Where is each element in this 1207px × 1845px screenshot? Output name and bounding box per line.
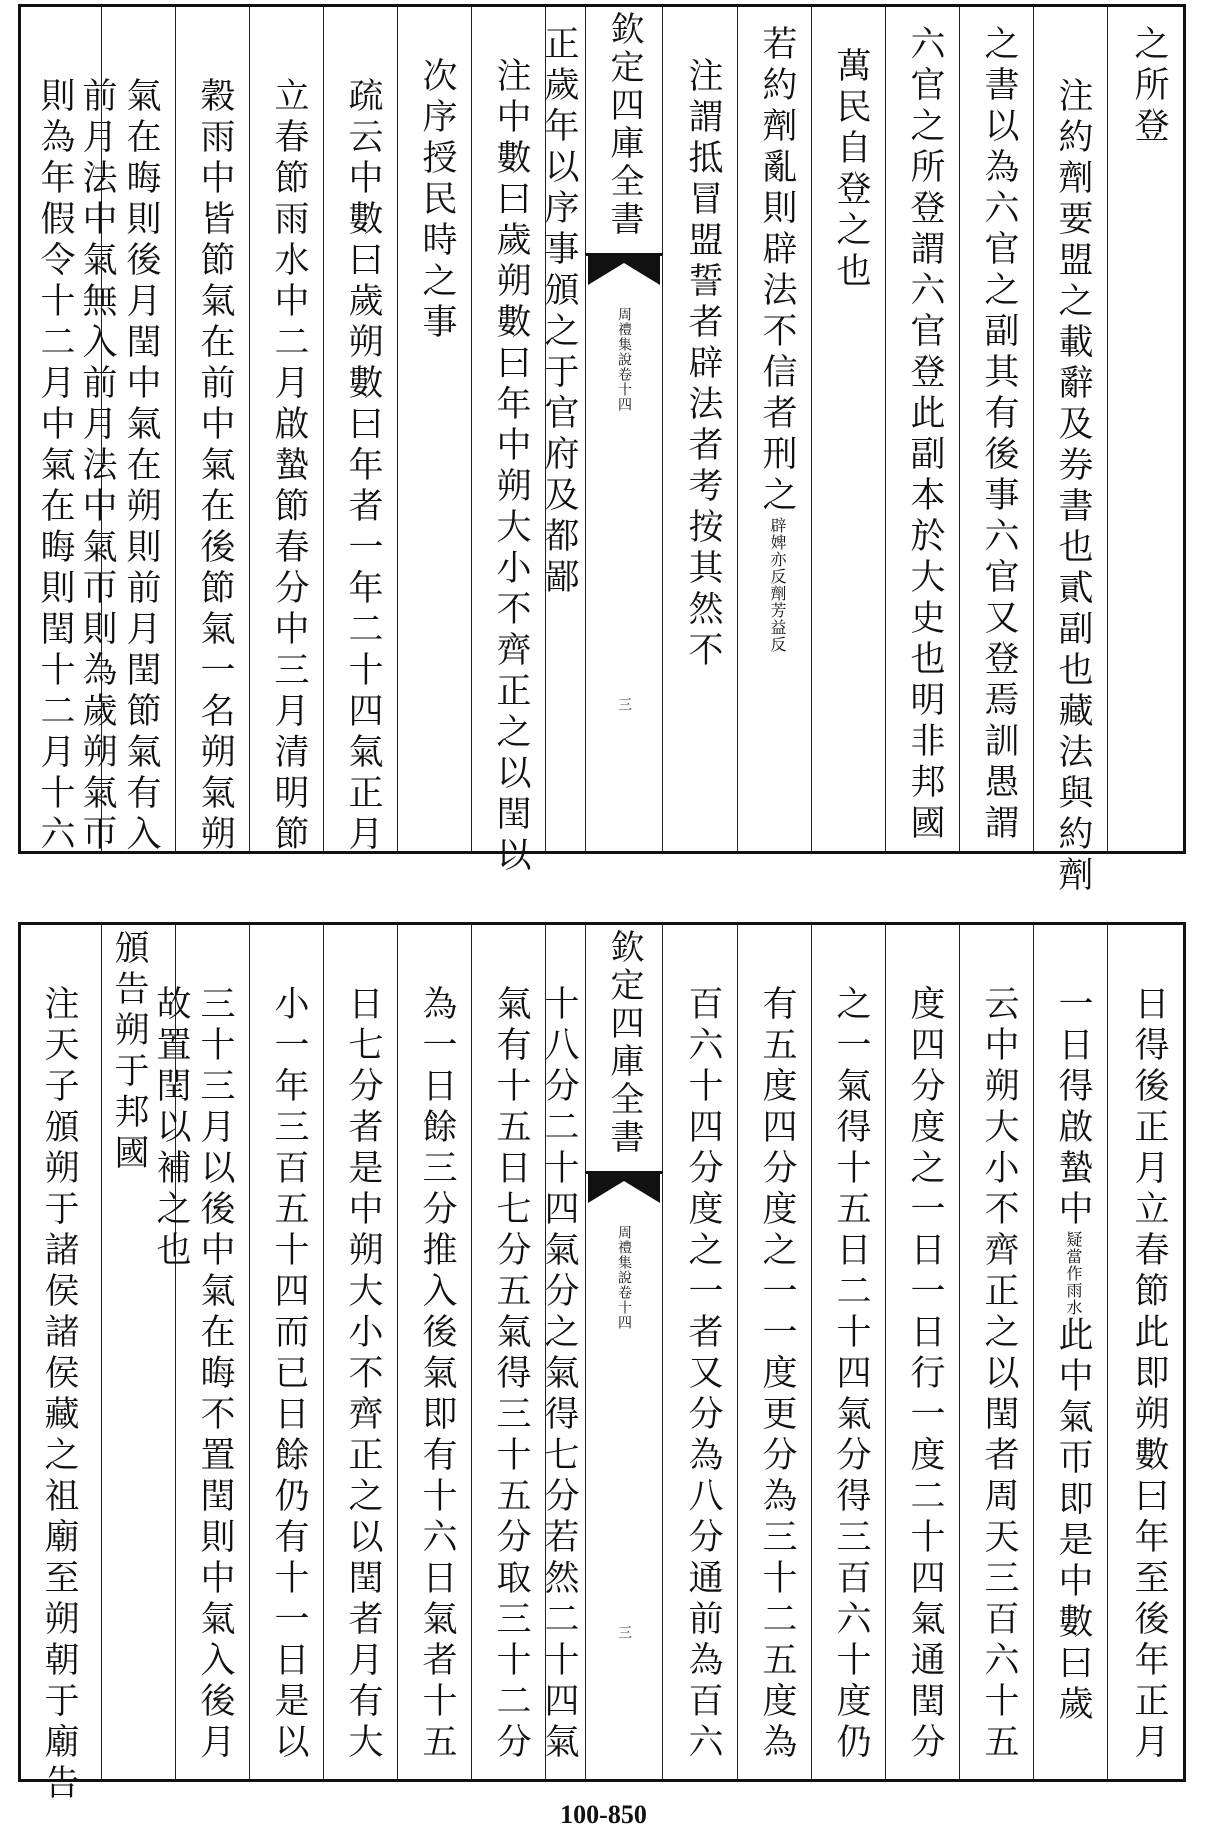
text-column-4: 度四分度之一日一日行一度二十四氣通閏分 (905, 985, 945, 1764)
text-column-9: 注中數曰歲朔數曰年中朔大小不齊正之以閏以 (491, 57, 531, 877)
text-column-11: 日七分者是中朔大小不齊正之以閏者月有大 (343, 985, 383, 1764)
center-note: 周禮集說卷十四 (616, 307, 632, 412)
text-column-1: 日得後正月立春節此即朔數曰年至後年正月 (1129, 985, 1169, 1764)
column-divider (323, 7, 324, 851)
text-column-4: 六官之所登謂六官登此副本於大史也明非邦國 (905, 25, 945, 845)
column-divider (249, 7, 250, 851)
column-divider (471, 925, 472, 1779)
text-column-10: 次序授民時之事 (417, 57, 457, 344)
column-divider (885, 7, 886, 851)
text-column-15: 前月法中氣無入前月法中氣帀則為歲朔氣帀 (77, 77, 117, 856)
text-column-10: 為一日餘三分推入後氣即有十六日氣者十五 (417, 985, 457, 1764)
column-divider (885, 925, 886, 1779)
text-column-5: 之一氣得十五日二十四氣分得三百六十度仍 (831, 985, 871, 1764)
column-divider (471, 7, 472, 851)
text-column-7: 注謂抵冒盟誓者辟法者考按其然不 (683, 57, 723, 672)
text-column-9: 氣有十五日七分五氣得三十五分取三十二分 (491, 985, 531, 1764)
center-page-no: 三 (616, 697, 632, 712)
fish-tail-icon (588, 1173, 660, 1207)
text-column-5: 萬民自登之也 (831, 47, 871, 293)
top-page (18, 4, 1186, 897)
column-divider (175, 7, 176, 851)
column-divider (397, 7, 398, 851)
text-column-13: 穀雨中皆節氣在前中氣在後節氣一名朔氣朔 (195, 77, 235, 856)
text-column-8: 正歲年以序事頒之于官府及都鄙 (539, 25, 579, 599)
text-column-6 (747, 25, 807, 653)
center-title: 欽定四庫全書 (604, 929, 644, 1157)
text-column-6: 有五度四分度之一一度更分為三十二五度為 (757, 985, 797, 1764)
bottom-page (18, 922, 1186, 1805)
text-column-13: 三十三月以後中氣在晦不置閏則中氣入後月 (195, 985, 235, 1764)
text-column-8: 十八分二十四氣分之氣得七分若然二十四氣 (539, 985, 579, 1764)
column-divider (397, 925, 398, 1779)
column-main-text: 若約劑亂則辟法不信者刑之 (757, 25, 797, 517)
fish-tail-icon (588, 255, 660, 289)
text-column-7: 百六十四分度之一者又分為八分通前為百六 (683, 985, 723, 1764)
column-divider (811, 7, 812, 851)
center-page-no: 三 (616, 1625, 632, 1640)
column-divider (737, 7, 738, 851)
column-tail-text: 此中氣帀即是中數曰歲 (1053, 1316, 1093, 1726)
column-divider (811, 925, 812, 1779)
column-divider (959, 925, 960, 1779)
text-column-12: 立春節雨水中二月啟蟄節春分中三月清明節 (269, 77, 309, 856)
column-divider (1107, 7, 1108, 851)
text-column-12: 小一年三百五十四而已日餘仍有十一日是以 (269, 985, 309, 1764)
center-strip (585, 7, 663, 851)
text-column-1: 之所登 (1129, 25, 1169, 148)
text-column-2 (1043, 985, 1103, 1726)
column-divider (323, 925, 324, 1779)
column-divider (249, 925, 250, 1779)
column-divider (1107, 925, 1108, 1779)
text-column-15: 頒告朔于邦國 (109, 929, 149, 1175)
text-column-3: 之書以為六官之副其有後事六官又登焉訓愚謂 (979, 25, 1019, 845)
text-column-11: 疏云中數曰歲朔數曰年者一年二十四氣正月 (343, 77, 383, 856)
page-number: 100-850 (560, 1800, 647, 1829)
center-title: 欽定四庫全書 (604, 11, 644, 239)
column-divider (959, 7, 960, 851)
text-column-16: 注天子頒朔于諸侯諸侯藏之祖廟至朔朝于廟告 (39, 985, 79, 1805)
text-column-14: 氣在晦則後月閏中氣在朔則前月閏節氣有入 (121, 77, 161, 856)
column-main-text: 一日得啟蟄中 (1053, 985, 1093, 1231)
column-divider (1033, 7, 1034, 851)
phonetic-note: 辟婢亦反劑芳益反 (768, 517, 787, 653)
center-note: 周禮集說卷十四 (616, 1225, 632, 1330)
emendation-note: 疑當作雨水 (1064, 1231, 1083, 1316)
text-column-16: 則為年假令十二月中氣在晦則閏十二月十六 (35, 77, 75, 856)
column-divider (1033, 925, 1034, 1779)
text-column-2: 注約劑要盟之載辭及券書也貳副也藏法與約劑 (1053, 77, 1093, 897)
column-divider (737, 925, 738, 1779)
center-strip (585, 925, 663, 1779)
text-column-14: 故置閏以補之也 (151, 985, 191, 1272)
text-column-3: 云中朔大小不齊正之以閏者周天三百六十五 (979, 985, 1019, 1764)
